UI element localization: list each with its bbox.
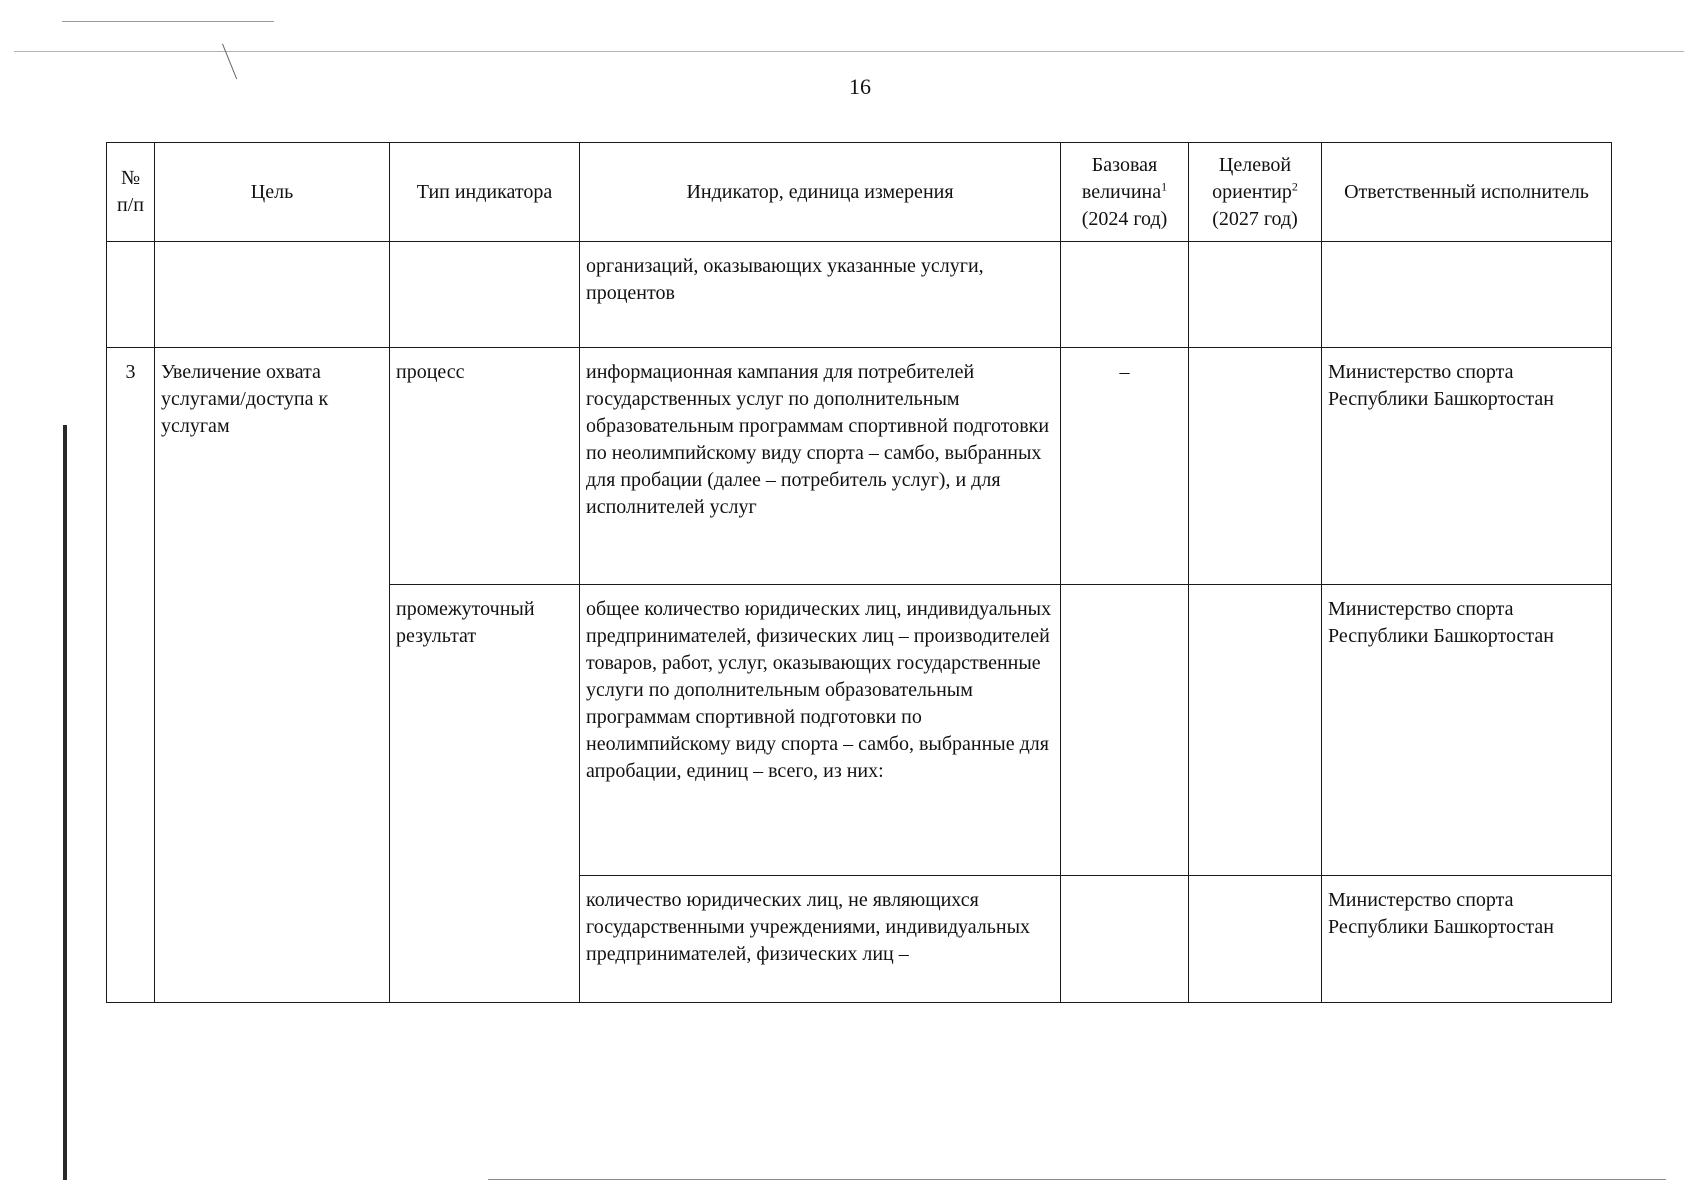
cell-base-value: – xyxy=(1061,348,1189,585)
header-responsible: Ответственный исполнитель xyxy=(1322,143,1612,242)
header-goal: Цель xyxy=(155,143,390,242)
cell-responsible: Министерство спорта Республики Башкортостан xyxy=(1322,585,1612,876)
header-number: № п/п xyxy=(107,143,155,242)
cell-indicator: общее количество юридических лиц, индивидуальных предпринимателей, физических лиц – производителей товаров, работ, услуг, оказывающих государственные услуги по дополнительным образовательным программам спортивной подготовки по неолимпийскому виду спорта – самбо, выбранные для апробации, единиц – всего, из них: xyxy=(580,585,1061,876)
cell-indicator: информационная кампания для потребителей государственных услуг по дополнительным образовательным программам спортивной подготовки по неолимпийскому виду спорта – самбо, выбранных для пробации (далее – потребитель услуг), и для исполнителей услуг xyxy=(580,348,1061,585)
scan-artifact-margin-bar xyxy=(63,425,67,1180)
header-base-value xyxy=(1061,143,1189,242)
cell-indicator: количество юридических лиц, не являющихся государственными учреждениями, индивидуальных предпринимателей, физических лиц – xyxy=(580,876,1061,1003)
indicators-table xyxy=(106,142,1612,1003)
header-base-year: (2024 год) xyxy=(1081,207,1168,230)
header-target-value xyxy=(1189,143,1322,242)
header-indicator-type: Тип индикатора xyxy=(390,143,580,242)
scan-artifact-line xyxy=(62,21,274,22)
cell-target-value xyxy=(1189,876,1322,1003)
scan-artifact-mark xyxy=(222,44,237,80)
cell-base-value xyxy=(1061,585,1189,876)
cell-target-value xyxy=(1189,242,1322,348)
cell-indicator: организаций, оказывающих указанные услуги, процентов xyxy=(580,242,1061,348)
cell-target-value xyxy=(1189,585,1322,876)
cell-indicator-type: промежуточный результат xyxy=(390,585,580,1003)
cell-indicator-type xyxy=(390,242,580,348)
cell-goal xyxy=(155,242,390,348)
cell-base-value xyxy=(1061,242,1189,348)
table-row xyxy=(107,348,1612,585)
page-number: 16 xyxy=(849,74,871,99)
footnote-marker: 1 xyxy=(1161,178,1168,193)
cell-responsible: Министерство спорта Республики Башкортостан xyxy=(1322,348,1612,585)
scan-artifact-line xyxy=(14,51,1684,52)
cell-base-value xyxy=(1061,876,1189,1003)
cell-number xyxy=(107,242,155,348)
cell-indicator-type: процесс xyxy=(390,348,580,585)
footnote-marker: 2 xyxy=(1291,178,1298,193)
cell-responsible xyxy=(1322,242,1612,348)
table-header-row xyxy=(107,143,1612,242)
header-target-label: Целевой ориентир xyxy=(1212,153,1292,203)
table-row xyxy=(107,242,1612,348)
cell-goal: Увеличение охвата услугами/доступа к услугам xyxy=(155,348,390,1003)
scan-artifact-line xyxy=(488,1179,1666,1180)
cell-responsible: Министерство спорта Республики Башкортостан xyxy=(1322,876,1612,1003)
cell-target-value xyxy=(1189,348,1322,585)
header-target-year: (2027 год) xyxy=(1212,207,1298,230)
header-indicator: Индикатор, единица измерения xyxy=(580,143,1061,242)
header-base-label: Базовая величина xyxy=(1081,153,1162,203)
cell-number: 3 xyxy=(107,348,155,1003)
